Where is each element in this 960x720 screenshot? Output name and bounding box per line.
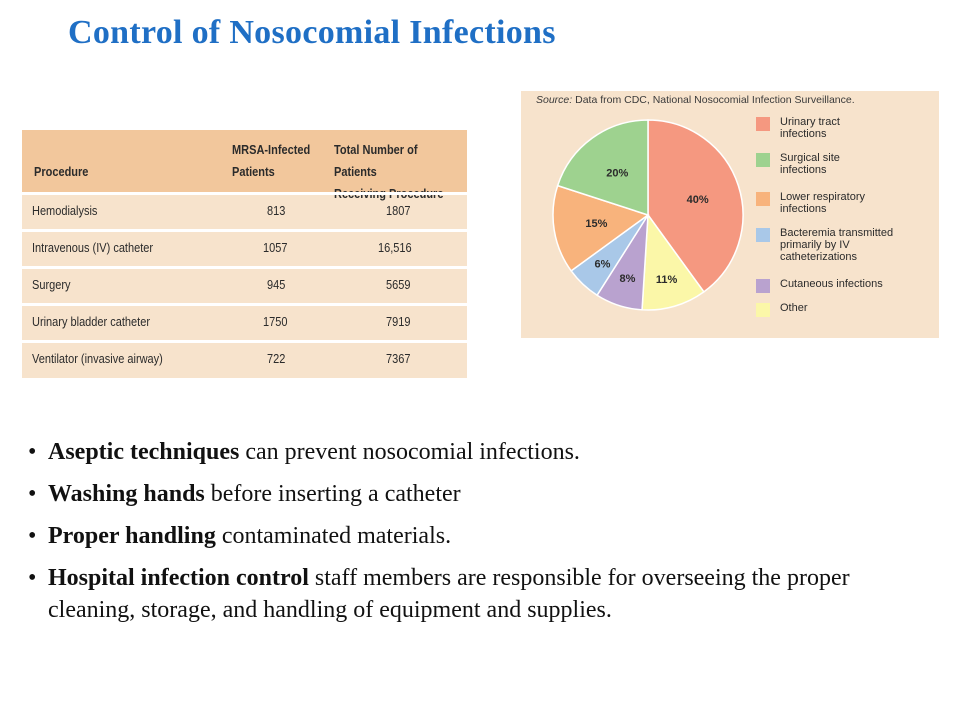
legend-label: Bacteremia transmitted primarily by IV catheterizations [780,227,894,263]
table-header [22,130,467,201]
table-row [22,303,467,340]
legend-item [756,152,940,176]
legend-swatch [756,303,770,317]
bullet-bold: Proper handling [48,523,216,549]
bullet-item [28,436,928,468]
table-row [22,192,467,229]
cell-mrsa: 945 [267,278,286,292]
header-mrsa-line2: Patients [232,165,275,179]
cell-procedure: Urinary bladder catheter [32,315,151,329]
bullet-text: contaminated materials. [215,523,452,549]
bullet-bold: Aseptic techniques [48,439,240,465]
legend-item [756,227,940,263]
table-row [22,266,467,303]
pie-slice-label: 20% [606,167,629,180]
legend-swatch [756,117,770,131]
cell-procedure: Ventilator (invasive airway) [32,352,163,366]
header-mrsa-line1: MRSA-Infected [232,143,311,157]
legend-label: Lower respiratory infections [780,191,865,215]
pie-slice-label: 11% [655,273,678,286]
chart-source-label: Source: [536,94,573,106]
legend-label: Cutaneous infections [780,278,883,290]
legend-label: Surgical site infections [780,152,840,176]
mrsa-procedure-table [22,130,467,378]
table-row [22,340,467,377]
bullet-bold: Hospital infection control [48,565,309,591]
legend-swatch [756,228,770,242]
chart-source-text: Data from CDC, National Nosocomial Infection Surveillance. [575,94,855,106]
bullet-item [28,520,928,552]
cell-mrsa: 722 [267,352,286,366]
bullet-text: staff members are responsible for overseeing the proper cleaning, storage, and handling of equipment and supplies. [48,565,850,623]
legend-swatch [756,192,770,206]
cell-mrsa: 1750 [263,315,288,329]
cell-mrsa: 1057 [263,241,288,255]
pie-slice-label: 8% [619,273,636,286]
legend-label: Other [780,302,808,314]
cell-total: 7919 [386,315,411,329]
bullet-text: can prevent nosocomial infections. [239,439,580,465]
legend-swatch [756,153,770,167]
header-procedure: Procedure [34,165,89,179]
bullet-list [28,436,928,636]
header-total-line2: Receiving Procedure [334,187,444,201]
legend-item [756,278,940,293]
bullet-item [28,562,928,626]
cell-procedure: Intravenous (IV) catheter [32,241,154,255]
cell-procedure: Hemodialysis [32,204,98,218]
slide-title: Control of Nosocomial Infections [68,14,556,51]
pie-slice-label: 15% [585,218,608,231]
header-total-line1: Total Number of Patients [334,143,418,179]
cell-total: 5659 [386,278,411,292]
legend-item [756,191,940,215]
bullet-bold: Washing hands [48,481,205,507]
infection-pie-chart [521,91,939,338]
legend-item [756,116,940,140]
pie-slice-label: 6% [594,258,611,271]
cell-mrsa: 813 [267,204,286,218]
pie-slice-label: 40% [686,193,709,206]
cell-total: 16,516 [378,241,412,255]
cell-total: 1807 [386,204,411,218]
legend-label: Urinary tract infections [780,116,840,140]
legend-item [756,302,940,317]
bullet-text: before inserting a catheter [204,481,461,507]
header-mrsa [232,139,310,183]
legend-swatch [756,279,770,293]
cell-total: 7367 [386,352,411,366]
cell-procedure: Surgery [32,278,71,292]
bullet-item [28,478,928,510]
table-row [22,229,467,266]
